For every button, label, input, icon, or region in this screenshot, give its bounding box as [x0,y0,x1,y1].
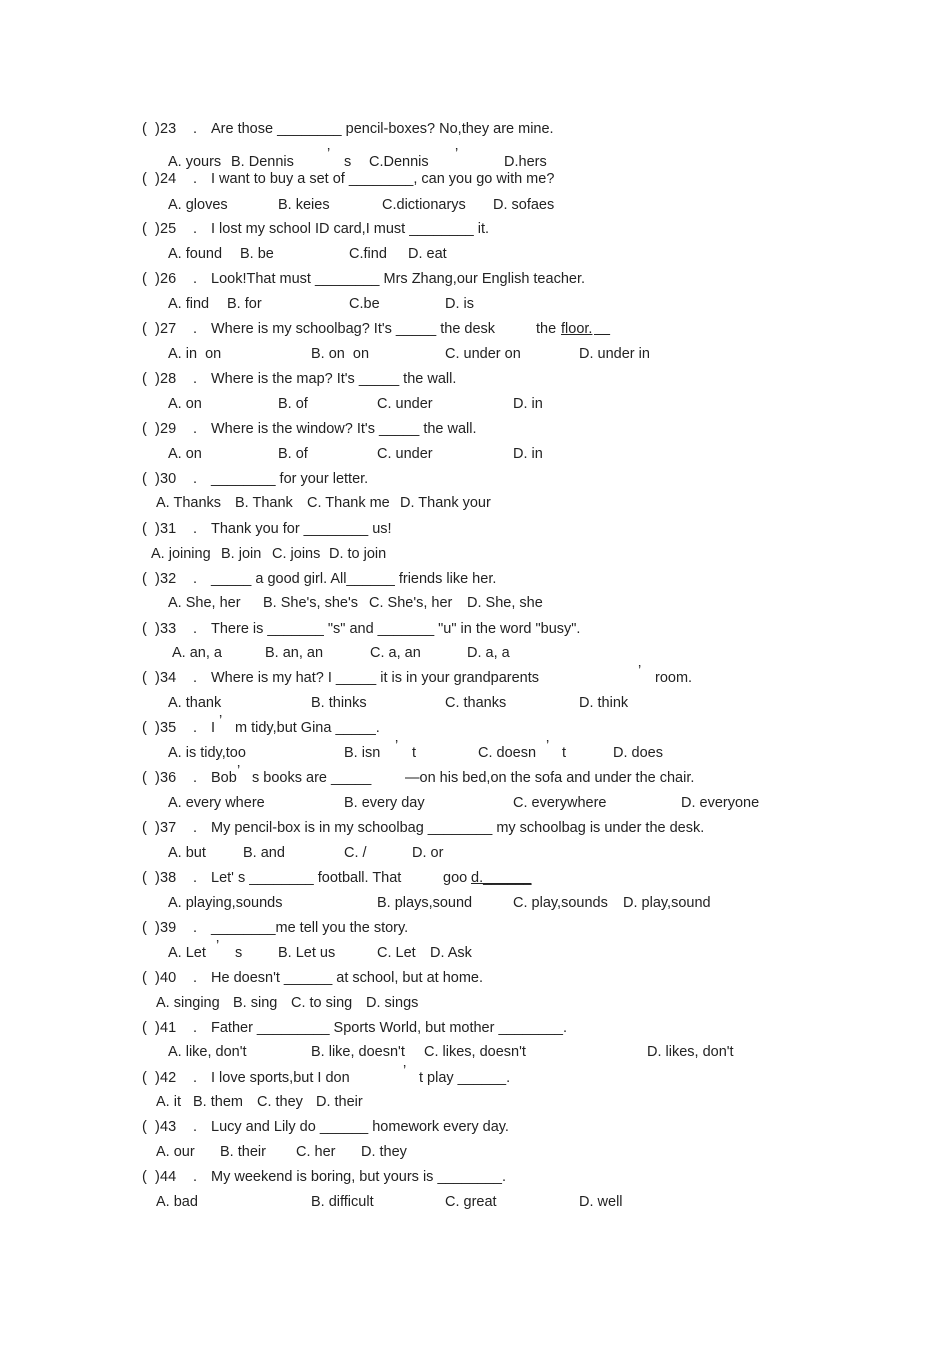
answer-option: A. yours [168,154,222,170]
question-stem: _____ a good girl. All______ friends like her. [211,571,497,587]
answer-option: A. on [168,446,202,462]
answer-option: t [562,745,567,761]
answer-option: C. play,sounds [513,895,608,911]
answer-option: ’ [455,146,459,162]
question-stem-part: t play ______. [419,1070,511,1086]
answer-option: C. Let [377,945,416,961]
answer-option: D. play,sound [623,895,711,911]
answer-option: A. singing [156,995,220,1011]
answer-option: C.Dennis [369,154,429,170]
answer-option: D. She, she [467,595,543,611]
question-stem: I [211,720,216,736]
question-stem: ________me tell you the story. [211,920,409,936]
question-paren-open: ( [142,820,147,836]
question-stem: Where is the window? It's _____ the wall. [211,421,477,437]
answer-option: A. find [168,296,210,312]
answer-option: C. joins [272,546,321,562]
question-paren-close: ) [155,720,160,736]
answer-option: A. bad [156,1194,198,1210]
answer-option: B. isn [344,745,381,761]
question-paren-close: ) [155,521,160,537]
question-dot: . [193,920,198,936]
answer-option: ’ [395,738,399,754]
answer-option: B. keies [278,197,330,213]
question-paren-close: ) [155,1070,160,1086]
question-stem: Where is my hat? I _____ it is in your grandparents [211,670,540,686]
question-paren-close: ) [155,371,160,387]
answer-option: A. gloves [168,197,228,213]
answer-option: B. every day [344,795,425,811]
answer-option: B. She's, she's [263,595,359,611]
answer-option: A. an, a [172,645,222,661]
question-stem: Bob [211,770,237,786]
question-dot: . [193,271,198,287]
question-paren-close: ) [155,870,160,886]
question-paren-open: ( [142,770,147,786]
answer-option: B. be [240,246,274,262]
answer-option: D. or [412,845,444,861]
answer-option: C. everywhere [513,795,607,811]
answer-option: A. found [168,246,223,262]
answer-option: A. on [168,396,202,412]
question-stem-part: m tidy,but Gina _____. [235,720,380,736]
answer-option: B. them [193,1094,243,1110]
question-stem: My pencil-box is in my schoolbag ________ my schoolbag is under the desk. [211,820,705,836]
answer-option: C. under [377,446,433,462]
answer-option: A. thank [168,695,222,711]
question-stem-part: ’ [403,1063,407,1079]
question-paren-open: ( [142,371,147,387]
answer-option: s [344,154,352,170]
question-number: 39 [160,920,177,936]
question-paren-close: ) [155,1020,160,1036]
question-stem: Look!That must ________ Mrs Zhang,our English teacher. [211,271,585,287]
question-paren-close: ) [155,1169,160,1185]
answer-option: A. but [168,845,206,861]
question-paren-open: ( [142,121,147,137]
question-dot: . [193,1169,198,1185]
question-stem: Where is my schoolbag? It's _____ the desk [211,321,496,337]
question-number: 43 [160,1119,177,1135]
answer-option: B. difficult [311,1194,374,1210]
question-dot: . [193,820,198,836]
question-dot: . [193,121,198,137]
question-number: 37 [160,820,177,836]
answer-option: D. sings [366,995,419,1011]
answer-option: D. does [613,745,663,761]
question-stem: Thank you for ________ us! [211,521,392,537]
answer-option: C. thanks [445,695,507,711]
question-paren-close: ) [155,621,160,637]
question-paren-open: ( [142,621,147,637]
answer-option: B. sing [233,995,278,1011]
answer-option: C. likes, doesn't [424,1044,526,1060]
question-dot: . [193,571,198,587]
question-dot: . [193,321,198,337]
answer-option: B. their [220,1144,266,1160]
answer-option: A. in on [168,346,222,362]
answer-option: C. her [296,1144,336,1160]
answer-option: D. in [513,446,543,462]
answer-option: B. on on [311,346,370,362]
question-number: 38 [160,870,177,886]
question-stem-part: s books are _____ [252,770,372,786]
question-paren-open: ( [142,321,147,337]
question-stem-part: d.______ [471,870,532,886]
question-stem: Are those ________ pencil-boxes? No,they are mine. [211,121,554,137]
question-number: 29 [160,421,177,437]
question-number: 41 [160,1020,177,1036]
question-dot: . [193,720,198,736]
answer-option: ’ [546,738,550,754]
question-stem-part: the [536,321,561,337]
answer-option: C.find [349,246,387,262]
answer-option: ’ [216,938,220,954]
answer-option: C. to sing [291,995,353,1011]
answer-option: D. their [316,1094,363,1110]
question-number: 32 [160,571,177,587]
question-paren-close: ) [155,221,160,237]
answer-option: C.be [349,296,380,312]
answer-option: A. like, don't [168,1044,247,1060]
question-paren-open: ( [142,221,147,237]
answer-option: D. everyone [681,795,760,811]
question-stem: I want to buy a set of ________, can you go with me? [211,171,555,187]
question-dot: . [193,621,198,637]
question-number: 40 [160,970,177,986]
question-number: 44 [160,1169,177,1185]
answer-option: B. plays,sound [377,895,473,911]
answer-option: C. doesn [478,745,537,761]
question-stem-part: —on his bed,on the sofa and under the chair. [405,770,695,786]
answer-option: A. is tidy,too [168,745,246,761]
question-number: 31 [160,521,177,537]
question-paren-open: ( [142,271,147,287]
question-stem-part: ’ [638,663,642,679]
question-paren-close: ) [155,820,160,836]
question-paren-open: ( [142,521,147,537]
answer-option: D. Ask [430,945,472,961]
answer-option: A. She, her [168,595,241,611]
answer-option: A. our [156,1144,195,1160]
question-dot: . [193,1119,198,1135]
answer-option: D. think [579,695,629,711]
answer-option: B. of [278,446,308,462]
question-dot: . [193,171,198,187]
answer-option: B. join [221,546,262,562]
answer-option: C.dictionarys [382,197,466,213]
answer-option: D. a, a [467,645,510,661]
answer-option: C. a, an [370,645,421,661]
question-paren-close: ) [155,670,160,686]
question-number: 24 [160,171,177,187]
answer-option: B. thinks [311,695,367,711]
answer-option: ’ [327,146,331,162]
answer-option: D. is [445,296,474,312]
answer-option: B. for [227,296,262,312]
answer-option: A. Thanks [156,495,222,511]
question-paren-close: ) [155,121,160,137]
question-dot: . [193,371,198,387]
answer-option: D. sofaes [493,197,555,213]
question-stem: Let' s ________ football. That [211,870,402,886]
question-stem: Where is the map? It's _____ the wall. [211,371,457,387]
question-paren-open: ( [142,1070,147,1086]
question-stem-part: ’ [219,713,223,729]
question-dot: . [193,870,198,886]
question-number: 25 [160,221,177,237]
question-paren-open: ( [142,670,147,686]
question-number: 36 [160,770,177,786]
question-stem: I lost my school ID card,I must ________ it. [211,221,490,237]
answer-option: t [412,745,417,761]
answer-option: D. under in [579,346,650,362]
answer-option: A. joining [151,546,211,562]
question-paren-close: ) [155,471,160,487]
question-paren-open: ( [142,471,147,487]
answer-option: A. it [156,1094,181,1110]
question-dot: . [193,521,198,537]
answer-option: s [235,945,243,961]
question-number: 27 [160,321,177,337]
answer-option: B. like, doesn't [311,1044,405,1060]
answer-option: C. Thank me [307,495,390,511]
answer-option: D. they [361,1144,407,1160]
question-paren-close: ) [155,920,160,936]
answer-option: D. well [579,1194,623,1210]
question-number: 34 [160,670,177,686]
answer-option: A. every where [168,795,265,811]
question-paren-close: ) [155,571,160,587]
question-dot: . [193,670,198,686]
question-stem-part: floor. [561,321,593,337]
question-paren-open: ( [142,920,147,936]
question-dot: . [193,970,198,986]
answer-option: B. Thank [235,495,293,511]
question-paren-open: ( [142,970,147,986]
question-paren-close: ) [155,321,160,337]
question-paren-open: ( [142,870,147,886]
question-stem: My weekend is boring, but yours is ________. [211,1169,507,1185]
question-stem: He doesn't ______ at school, but at home. [211,970,484,986]
question-stem-part [594,320,610,338]
question-dot: . [193,1020,198,1036]
answer-option: C. under [377,396,433,412]
question-dot: . [193,421,198,437]
answer-option: C. She's, her [369,595,453,611]
question-paren-close: ) [155,1119,160,1135]
question-stem: Lucy and Lily do ______ homework every day. [211,1119,509,1135]
question-paren-open: ( [142,1169,147,1185]
question-dot: . [193,471,198,487]
question-dot: . [193,221,198,237]
question-dot: . [193,770,198,786]
answer-option: C. they [257,1094,303,1110]
question-paren-open: ( [142,571,147,587]
answer-option: A. Let [168,945,206,961]
question-number: 35 [160,720,177,736]
question-paren-close: ) [155,171,160,187]
question-stem: ________ for your letter. [211,471,369,487]
answer-option: D. Thank your [400,495,491,511]
question-paren-close: ) [155,970,160,986]
question-number: 42 [160,1070,177,1086]
question-number: 23 [160,121,177,137]
answer-option: C. / [344,845,367,861]
question-paren-close: ) [155,421,160,437]
question-paren-open: ( [142,720,147,736]
question-dot: . [193,1070,198,1086]
question-paren-close: ) [155,271,160,287]
question-number: 26 [160,271,177,287]
question-stem-part: goo [443,870,468,886]
question-paren-open: ( [142,1119,147,1135]
answer-option: B. of [278,396,308,412]
question-paren-open: ( [142,1020,147,1036]
answer-option: C. great [445,1194,497,1210]
answer-option: D. to join [329,546,387,562]
answer-option: A. playing,sounds [168,895,283,911]
question-paren-open: ( [142,171,147,187]
question-number: 33 [160,621,177,637]
question-paren-open: ( [142,421,147,437]
answer-option: D. in [513,396,543,412]
question-stem: I love sports,but I don [211,1070,350,1086]
answer-option: B. Let us [278,945,336,961]
answer-option: B. an, an [265,645,324,661]
question-stem-part: room. [655,670,693,686]
answer-option: B. and [243,845,285,861]
answer-option: D. eat [408,246,447,262]
question-paren-close: ) [155,770,160,786]
answer-option: B. Dennis [231,154,294,170]
question-number: 30 [160,471,177,487]
answer-option: D. likes, don't [647,1044,734,1060]
question-stem-part: ’ [237,763,241,779]
question-stem: There is _______ "s" and _______ "u" in the word "busy". [211,621,581,637]
question-number: 28 [160,371,177,387]
question-stem: Father _________ Sports World, but mother ________. [211,1020,568,1036]
answer-option: C. under on [445,346,521,362]
answer-option: D.hers [504,154,547,170]
